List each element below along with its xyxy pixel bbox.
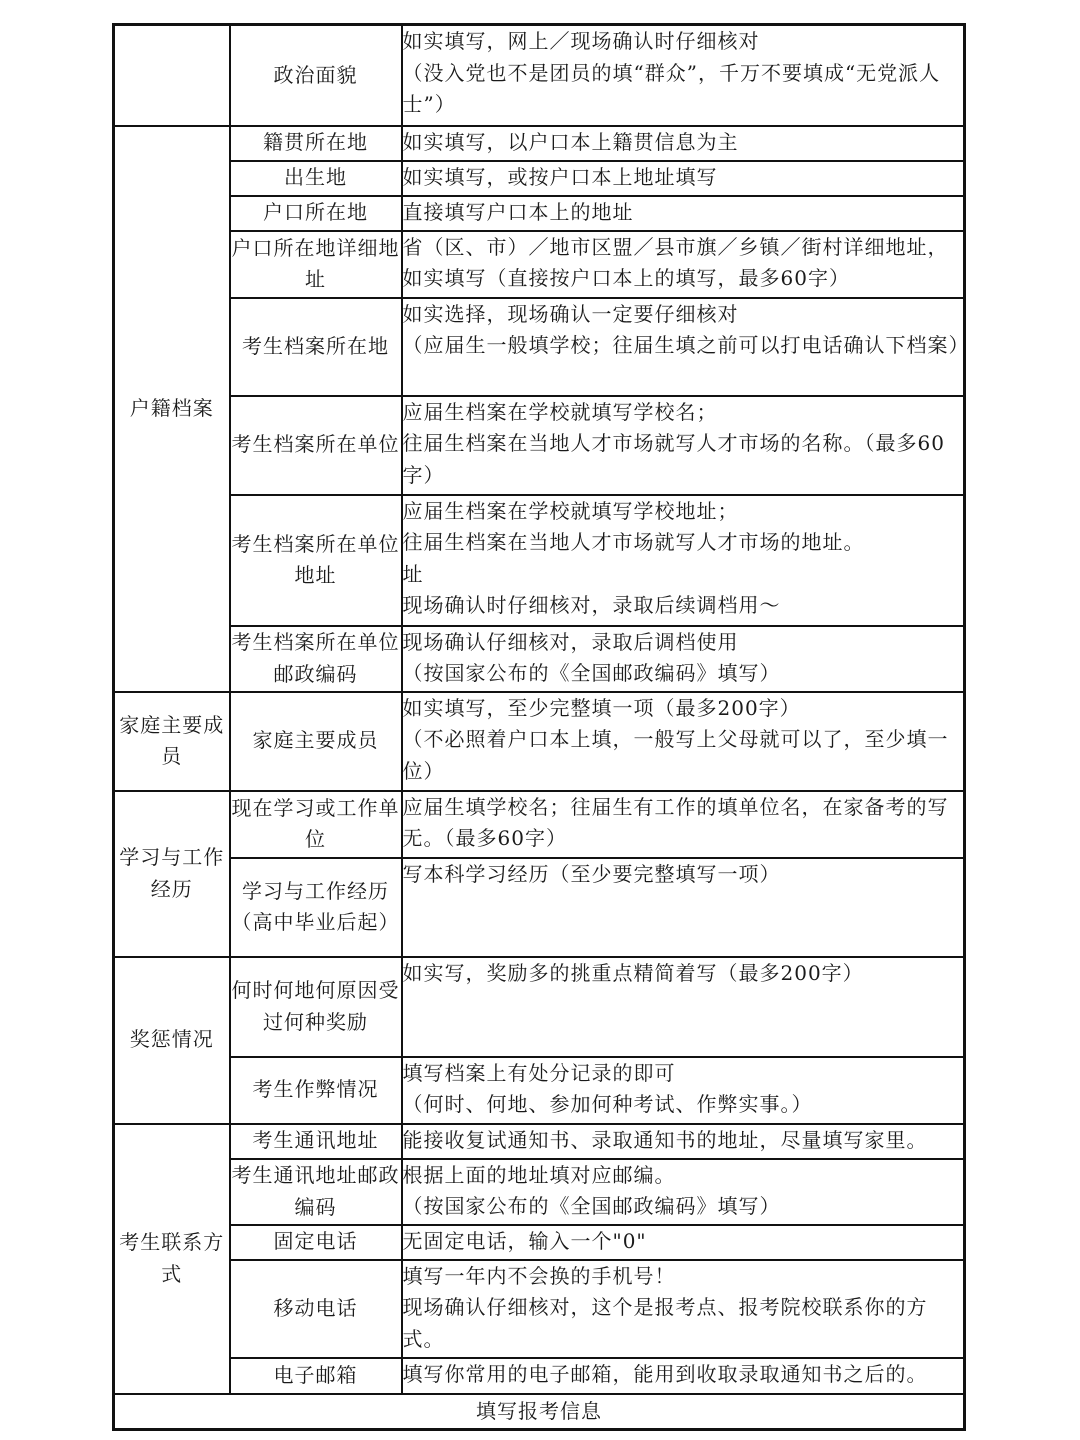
field-description (402, 692, 965, 791)
field-label: 考生档案所在单位 (230, 396, 402, 495)
description-line: 现场确认时仔细核对，录取后续调档用～ (402, 593, 781, 617)
field-label: 移动电话 (230, 1260, 402, 1358)
description-line: 如实填写，网上／现场确认时仔细核对 (402, 29, 760, 53)
description-line: 填写档案上有处分记录的即可 (402, 1060, 676, 1085)
field-description (402, 161, 965, 196)
description-line: 址 (402, 561, 424, 586)
field-description (402, 495, 965, 626)
field-description (402, 1057, 965, 1124)
category-lianxi: 考生联系方式 (114, 1124, 230, 1394)
description-line: 填写一年内不会换的手机号！ (402, 1263, 676, 1288)
field-label: 现在学习或工作单位 (230, 791, 402, 858)
description-line: （应届生一般填学校；往届生填之前可以打电话确认下档案） (402, 333, 970, 357)
description-line: 应届生档案在学校就填写学校地址； (402, 498, 739, 523)
description-line: 往届生档案在当地人才市场就写人才市场的名称。（最多60字） (402, 431, 945, 487)
description-line: 现场确认仔细核对，录取后调档使用 (402, 629, 739, 654)
field-label: 考生档案所在单位地址 (230, 495, 402, 626)
field-description (402, 957, 965, 1057)
description-line: 如实填写，至少完整填一项（最多200字） (402, 695, 801, 720)
field-label: 固定电话 (230, 1225, 402, 1260)
table-row (114, 196, 965, 231)
field-description (402, 25, 965, 126)
description-line: 如实填写，以户口本上籍贯信息为主 (402, 129, 739, 154)
field-description (402, 196, 965, 231)
field-description (402, 126, 965, 161)
field-label: 政治面貌 (230, 25, 402, 126)
field-description (402, 626, 965, 692)
description-line: 填写你常用的电子邮箱，能用到收取录取通知书之后的。 (402, 1361, 928, 1386)
field-label: 考生通讯地址邮政编码 (230, 1159, 402, 1225)
table-row (114, 1225, 965, 1260)
category-jiating: 家庭主要成员 (114, 692, 230, 791)
table-row (114, 1124, 965, 1159)
description-line: 直接填写户口本上的地址 (402, 199, 634, 224)
table-row (114, 1159, 965, 1225)
table-row (114, 626, 965, 692)
field-label: 学习与工作经历（高中毕业后起） (230, 858, 402, 957)
table-row (114, 298, 965, 396)
description-line: 能接收复试通知书、录取通知书的地址，尽量填写家里。 (402, 1127, 928, 1152)
field-label: 考生作弊情况 (230, 1057, 402, 1124)
description-line: 往届生档案在当地人才市场就写人才市场的地址。 (402, 530, 865, 554)
table-row (114, 858, 965, 957)
table-row (114, 231, 965, 298)
description-line: 写本科学习经历（至少要完整填写一项） (402, 861, 781, 886)
field-description (402, 1358, 965, 1394)
field-description (402, 298, 970, 396)
table-row (114, 791, 965, 858)
description-line: （没入党也不是团员的填“群众”，千万不要填成“无党派人士”） (402, 60, 941, 116)
category-xuexi: 学习与工作经历 (114, 791, 230, 957)
description-line: 如实选择，现场确认一定要仔细核对 (402, 301, 739, 326)
field-label: 电子邮箱 (230, 1358, 402, 1394)
description-line: （不必照着户口本上填，一般写上父母就可以了，至少填一位） (402, 727, 949, 783)
field-label: 家庭主要成员 (230, 692, 402, 791)
field-label: 籍贯所在地 (230, 126, 402, 161)
field-label: 考生档案所在单位邮政编码 (230, 626, 402, 692)
description-line: 应届生填学校名；往届生有工作的填单位名，在家备考的写无。（最多60字） (402, 794, 949, 850)
field-description (402, 231, 965, 298)
field-description (402, 858, 965, 957)
description-line: 无固定电话，输入一个"0" (402, 1228, 647, 1253)
description-line: 省（区、市）／地市区盟／县市旗／乡镇／街村详细地址，如实填写（直接按户口本上的填写，最多60字） (402, 234, 949, 290)
table-row (114, 126, 965, 161)
description-line: 如实写，奖励多的挑重点精简着写（最多200字） (402, 960, 864, 985)
table-row (114, 25, 965, 126)
field-label: 考生通讯地址 (230, 1124, 402, 1159)
table-row (114, 692, 965, 791)
section-footer-title: 填写报考信息 (114, 1394, 965, 1430)
field-label: 户口所在地 (230, 196, 402, 231)
description-line: （何时、何地、参加何种考试、作弊实事。） (402, 1092, 813, 1116)
description-line: （按国家公布的《全国邮政编码》填写） (402, 1194, 781, 1218)
table-row (114, 1358, 965, 1394)
description-line: 现场确认仔细核对，这个是报考点、报考院校联系你的方式。 (402, 1295, 928, 1351)
field-label: 何时何地何原因受过何种奖励 (230, 957, 402, 1057)
table-row (114, 1057, 965, 1124)
category-cell-empty (114, 25, 230, 126)
field-label: 出生地 (230, 161, 402, 196)
table-row (114, 396, 965, 495)
description-line: 如实填写，或按户口本上地址填写 (402, 164, 718, 189)
table-row (114, 161, 965, 196)
field-description (402, 1225, 965, 1260)
table-row (114, 495, 965, 626)
description-line: 根据上面的地址填对应邮编。 (402, 1162, 676, 1187)
table-row (114, 1260, 965, 1358)
field-description (402, 396, 965, 495)
description-line: （按国家公布的《全国邮政编码》填写） (402, 661, 781, 685)
description-line: 应届生档案在学校就填写学校名； (402, 399, 718, 424)
field-description (402, 1159, 965, 1225)
field-description (402, 1124, 965, 1159)
table-row (114, 957, 965, 1057)
table-row (114, 1394, 965, 1430)
field-label: 户口所在地详细地址 (230, 231, 402, 298)
application-form-table (112, 23, 970, 1431)
field-description (402, 1260, 965, 1358)
field-description (402, 791, 965, 858)
category-huji: 户籍档案 (114, 126, 230, 692)
field-label: 考生档案所在地 (230, 298, 402, 396)
category-jiangcheng: 奖惩情况 (114, 957, 230, 1124)
